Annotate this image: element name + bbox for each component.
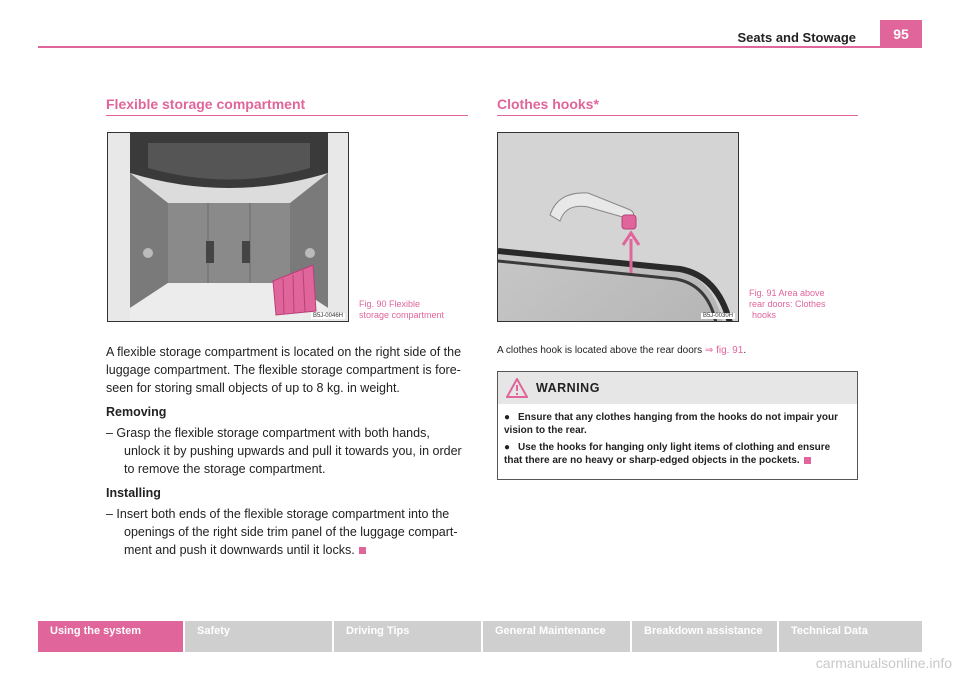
- nav-tab-driving-tips[interactable]: Driving Tips: [334, 621, 481, 652]
- intro-line: seen for storing small objects of up to 8 kg. in weight.: [106, 381, 400, 395]
- warning-body: [498, 404, 857, 467]
- intro-paragraph: [106, 343, 478, 397]
- caption-line: Fig. 91 Area above: [749, 288, 825, 298]
- section-rule-left: [106, 115, 468, 116]
- warning-triangle-icon: [506, 378, 528, 398]
- header-title: Seats and Stowage: [737, 30, 856, 45]
- figure-code: B5J-0046H: [312, 313, 343, 319]
- removing-step: – Grasp the flexible storage compartment with both hands, unlock it by pushing upwards and pull it towards you, in order to remove the storage compartment.: [106, 426, 462, 476]
- watermark: carmanualsonline.info: [815, 655, 952, 671]
- warning-item-text: Use the hooks for hanging only light items of clothing and ensure that there are no heavy or sharp-edged objects in the pockets.: [504, 442, 831, 466]
- section-heading-clothes-hooks: Clothes hooks*: [497, 96, 599, 112]
- fig-91-link[interactable]: ⇒ fig. 91: [704, 345, 744, 356]
- bullet-icon: ●: [504, 442, 511, 453]
- end-mark: [804, 457, 811, 464]
- clothes-hook-illustration: [498, 133, 739, 322]
- warning-box: [497, 371, 858, 480]
- caption-line: storage compartment: [359, 310, 445, 320]
- clothes-hook-paragraph: [497, 345, 746, 356]
- installing-heading: Installing: [106, 486, 161, 500]
- nav-tab-general-maintenance[interactable]: General Maintenance: [483, 621, 630, 652]
- nav-tab-breakdown-assistance[interactable]: Breakdown assistance: [632, 621, 777, 652]
- installing-step: [106, 505, 468, 559]
- header-rule: [38, 46, 922, 48]
- warning-header: [498, 372, 857, 404]
- end-mark: [359, 547, 366, 554]
- clothes-hook-text: A clothes hook is located above the rear doors: [497, 345, 705, 356]
- figure-91: [497, 132, 739, 322]
- section-rule-right: [497, 115, 858, 116]
- figure-90: [107, 132, 349, 322]
- bullet-icon: ●: [504, 412, 511, 423]
- section-heading-flexible-storage: Flexible storage compartment: [106, 96, 306, 112]
- nav-tab-technical-data[interactable]: Technical Data: [779, 621, 922, 652]
- figure-caption-91: [749, 288, 826, 321]
- clothes-hook-text-end: .: [743, 345, 747, 356]
- caption-line: rear doors: Clothes: [749, 299, 826, 309]
- figure-code: B5J-0030H: [702, 313, 733, 319]
- warning-item-text: Ensure that any clothes hanging from the hooks do not impair your vision to the rear.: [504, 412, 839, 436]
- page-number: 95: [880, 20, 922, 48]
- warning-item: [504, 411, 851, 437]
- intro-line: luggage compartment. The flexible storage compartment is fore-: [106, 363, 461, 377]
- luggage-compartment-illustration: [108, 133, 349, 322]
- warning-title: WARNING: [536, 381, 600, 395]
- caption-line: hooks: [752, 310, 777, 320]
- warning-item: [504, 441, 851, 467]
- intro-line: A flexible storage compartment is located on the right side of the: [106, 345, 462, 359]
- footer-nav: [38, 621, 922, 652]
- installing-step-text: – Insert both ends of the flexible storage compartment into the openings of the right side trim panel of the luggage compart-ment and push it downwards until it locks.: [106, 507, 458, 557]
- nav-tab-using-the-system[interactable]: Using the system: [38, 621, 183, 652]
- caption-line: Fig. 90 Flexible: [359, 299, 421, 309]
- nav-tab-safety[interactable]: Safety: [185, 621, 332, 652]
- removing-heading: Removing: [106, 405, 167, 419]
- figure-caption-90: [359, 299, 444, 321]
